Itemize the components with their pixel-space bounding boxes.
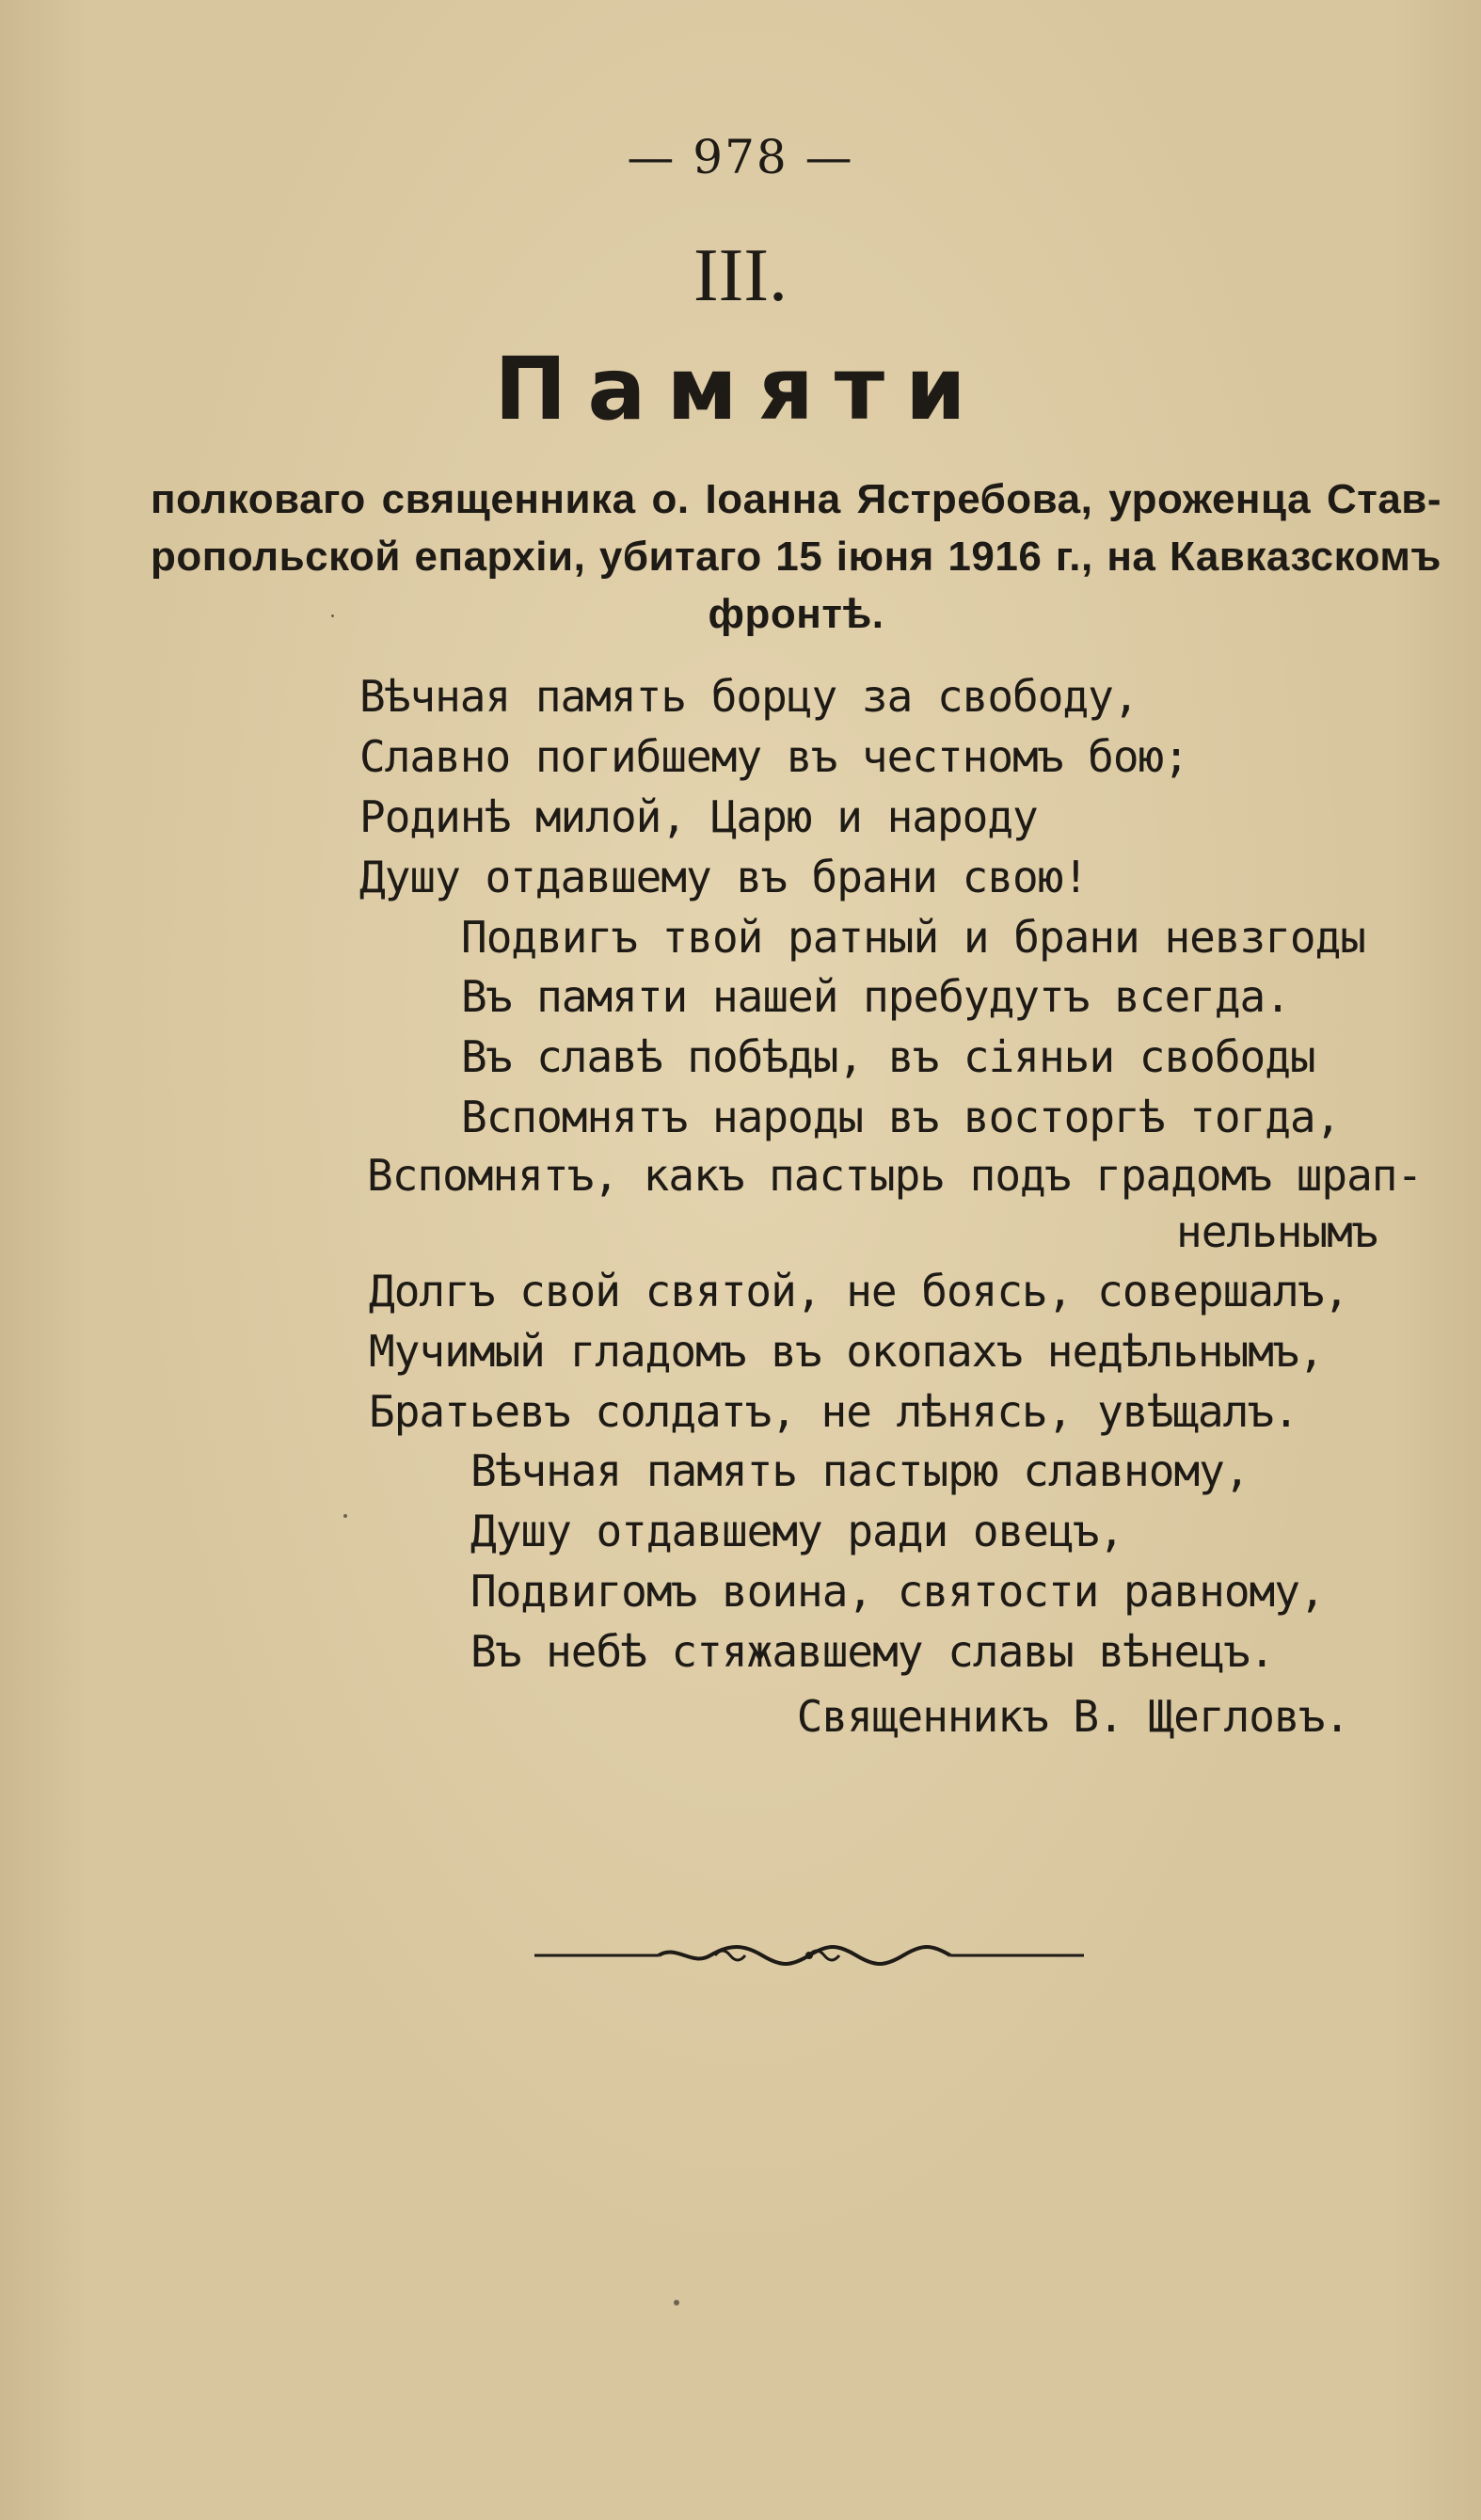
poem-line: Вспомнятъ народы въ восторгѣ тогда, bbox=[461, 1092, 1341, 1142]
poem-line: Въ славѣ побѣды, въ сіяньи свободы bbox=[461, 1031, 1315, 1082]
poem-line: Душу отдавшему ради овецъ, bbox=[470, 1506, 1124, 1556]
dedication-line: полковаго священника о. Іоанна Ястребова, уроженца Став- bbox=[151, 476, 1441, 522]
poem-line: Подвигъ твой ратный и брани невзгоды bbox=[461, 912, 1365, 963]
poem-line: Душу отдавшему въ брани свою! bbox=[359, 852, 1089, 902]
page-number: — 978 — bbox=[627, 130, 854, 184]
poem-line: Мучимый гладомъ въ окопахъ недѣльнымъ, bbox=[369, 1326, 1324, 1377]
poem-line: Родинѣ милой, Царю и народу bbox=[359, 791, 1038, 842]
dedication-line: ропольской епархіи, убитаго 15 іюня 1916 г., на Кавказскомъ bbox=[151, 534, 1441, 580]
poem-line: Вѣчная память пастырю славному, bbox=[470, 1445, 1250, 1496]
poem-line: Вѣчная память борцу за свободу, bbox=[359, 671, 1139, 722]
ornamental-divider bbox=[527, 1937, 1091, 1974]
poem-line: Вспомнятъ, какъ пастырь подъ градомъ шрап- bbox=[367, 1150, 1423, 1201]
poem-line: Подвигомъ воина, святости равному, bbox=[470, 1566, 1325, 1617]
poem-line: Славно погибшему въ честномъ бою; bbox=[359, 731, 1188, 782]
poem-line: Въ небѣ стяжавшему славы вѣнецъ. bbox=[470, 1626, 1275, 1677]
poem-line-continuation: нельнымъ bbox=[1176, 1206, 1377, 1257]
paper-speck bbox=[343, 1514, 347, 1518]
section-numeral: III. bbox=[693, 234, 788, 317]
paper-speck bbox=[331, 614, 334, 617]
dedication-line: фронтѣ. bbox=[708, 591, 884, 637]
signature: Священникъ В. Щегловъ. bbox=[796, 1691, 1349, 1742]
poem-line: Долгъ свой святой, не боясь, совершалъ, bbox=[369, 1266, 1349, 1316]
paper-speck bbox=[674, 2300, 679, 2305]
poem-line: Братьевъ солдатъ, не лѣнясь, увѣщалъ. bbox=[369, 1386, 1298, 1437]
poem-title: Памяти bbox=[494, 339, 987, 439]
poem-line: Въ памяти нашей пребудутъ всегда. bbox=[461, 971, 1290, 1022]
